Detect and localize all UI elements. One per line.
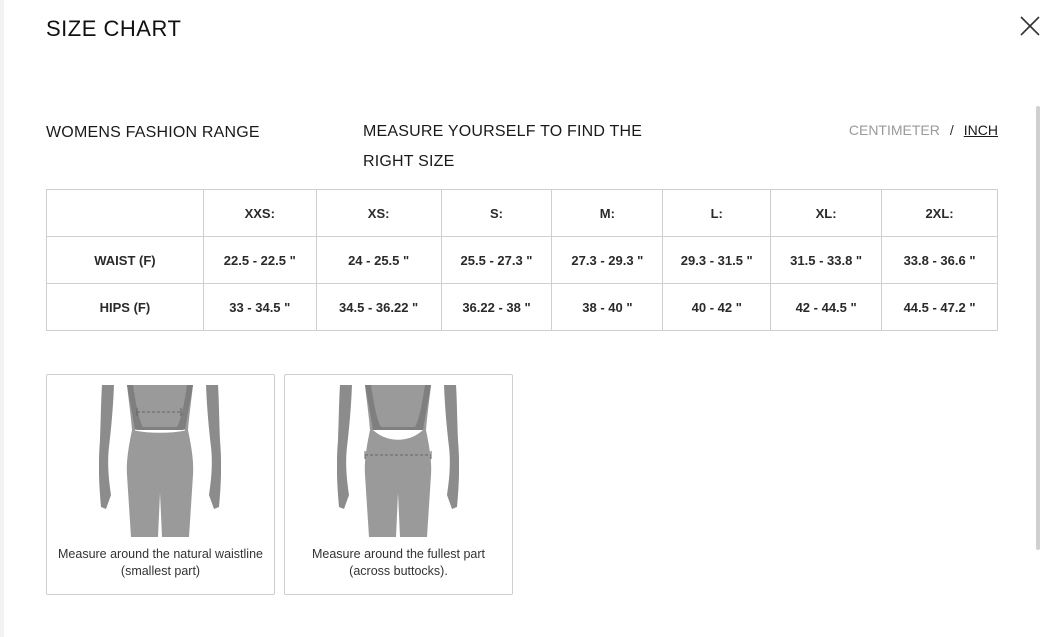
hips-measure-figure-icon <box>337 385 459 537</box>
size-header: 2XL: <box>882 190 998 237</box>
table-header-row <box>47 190 998 237</box>
scrollbar[interactable] <box>1036 106 1040 550</box>
row-label: WAIST (F) <box>47 237 204 284</box>
size-header: S: <box>441 190 552 237</box>
page-title: SIZE CHART <box>46 16 182 41</box>
table-cell: 22.5 - 22.5 " <box>203 237 316 284</box>
table-cell: 38 - 40 " <box>552 284 663 331</box>
unit-inch-link[interactable]: INCH <box>963 122 998 138</box>
hips-guide-card <box>284 374 513 595</box>
size-header: XS: <box>316 190 441 237</box>
range-heading: WOMENS FASHION RANGE <box>46 124 260 141</box>
waist-guide-card <box>46 374 275 595</box>
hips-guide-caption: Measure around the fullest part (across buttocks). <box>311 547 486 578</box>
table-cell: 24 - 25.5 " <box>316 237 441 284</box>
table-row <box>47 284 998 331</box>
table-cell: 25.5 - 27.3 " <box>441 237 552 284</box>
waist-measure-figure-icon <box>99 385 221 537</box>
size-header: L: <box>663 190 771 237</box>
close-icon[interactable] <box>1018 14 1042 38</box>
row-label: HIPS (F) <box>47 284 204 331</box>
table-cell: 36.22 - 38 " <box>441 284 552 331</box>
table-cell: 29.3 - 31.5 " <box>663 237 771 284</box>
size-header: XL: <box>771 190 882 237</box>
table-cell: 44.5 - 47.2 " <box>882 284 998 331</box>
size-header: XXS: <box>203 190 316 237</box>
table-cell: 42 - 44.5 " <box>771 284 882 331</box>
table-corner-cell <box>47 190 204 237</box>
table-cell: 31.5 - 33.8 " <box>771 237 882 284</box>
instruction-heading: MEASURE YOURSELF TO FIND THE RIGHT SIZE <box>363 123 643 170</box>
size-chart-modal <box>4 0 1058 637</box>
table-cell: 33.8 - 36.6 " <box>882 237 998 284</box>
table-cell: 40 - 42 " <box>663 284 771 331</box>
table-cell: 33 - 34.5 " <box>203 284 316 331</box>
table-cell: 34.5 - 36.22 " <box>316 284 441 331</box>
table-row <box>47 237 998 284</box>
size-table <box>46 189 998 331</box>
unit-separator: / <box>949 122 954 138</box>
table-cell: 27.3 - 29.3 " <box>552 237 663 284</box>
waist-guide-caption: Measure around the natural waistline (smallest part) <box>58 547 263 578</box>
unit-centimeter-link[interactable]: CENTIMETER <box>848 122 940 138</box>
size-header: M: <box>552 190 663 237</box>
unit-toggle <box>849 122 998 138</box>
